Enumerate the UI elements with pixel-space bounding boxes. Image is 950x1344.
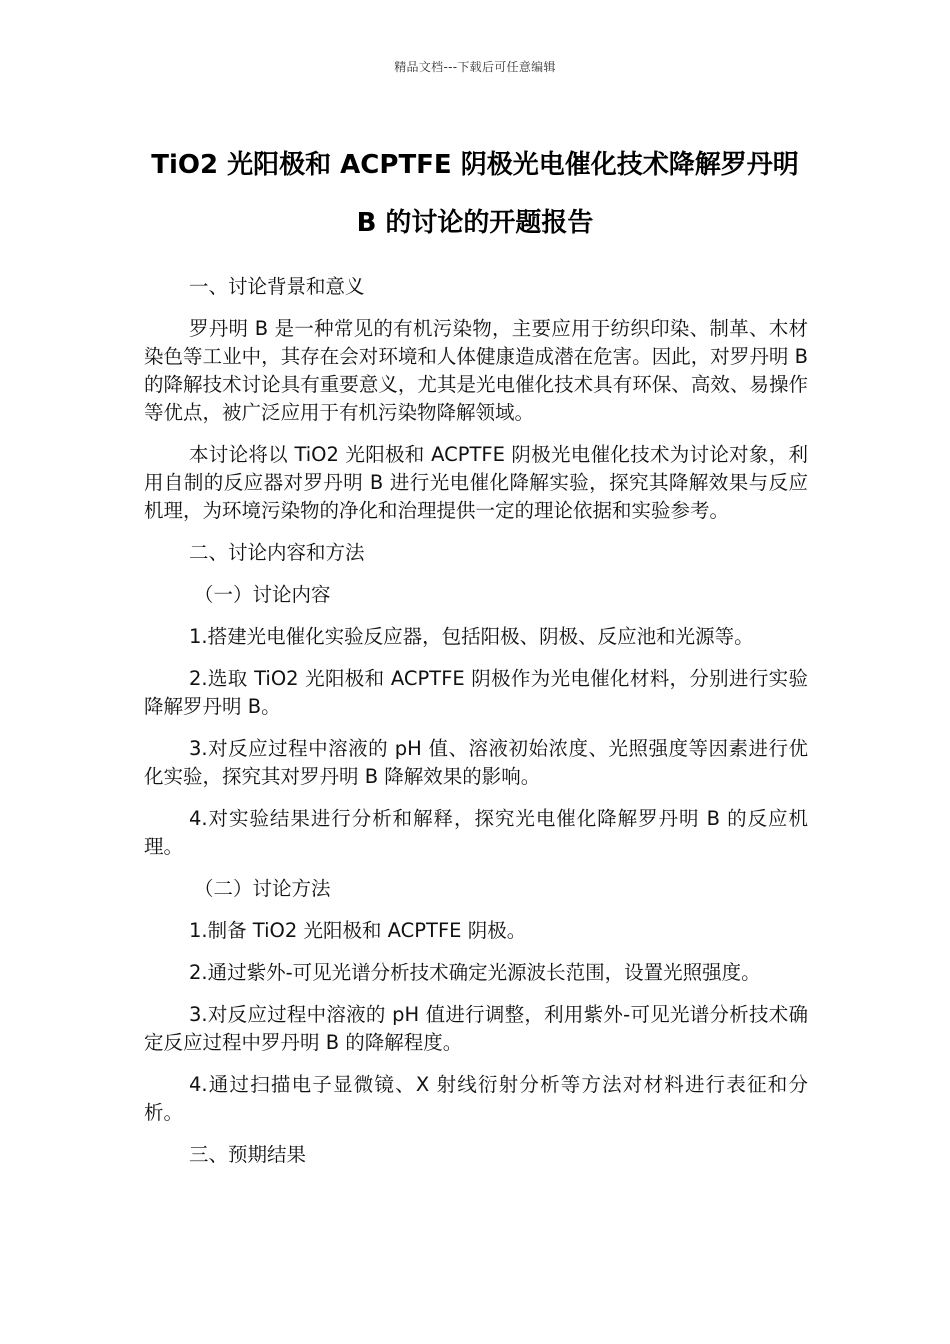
method-item-1: 1.制备 TiO2 光阳极和 ACPTFE 阴极。 — [189, 919, 527, 942]
subsection-heading-content: （一）讨论内容 — [194, 583, 331, 606]
method-item-3: 3.对反应过程中溶液的 pH 值进行调整，利用紫外-可见光谱分析技术确定反应过程中罗丹明 B 的降解程度。 — [144, 1003, 808, 1054]
section-heading-content-method: 二、讨论内容和方法 — [189, 541, 365, 564]
content-item-1: 1.搭建光电催化实验反应器，包括阳极、阴极、反应池和光源等。 — [189, 625, 754, 648]
content-item-3: 3.对反应过程中溶液的 pH 值、溶液初始浓度、光照强度等因素进行优化实验，探究其对罗丹明 B 降解效果的影响。 — [144, 737, 808, 788]
method-item-4: 4.通过扫描电子显微镜、X 射线衍射分析等方法对材料进行表征和分析。 — [144, 1073, 808, 1124]
section-heading-background: 一、讨论背景和意义 — [189, 275, 365, 298]
section-heading-expected-results: 三、预期结果 — [189, 1143, 307, 1166]
document-title: TiO2 光阳极和 ACPTFE 阴极光电催化技术降解罗丹明 B 的讨论的开题报告 — [151, 150, 799, 238]
content-item-2: 2.选取 TiO2 光阳极和 ACPTFE 阴极作为光电催化材料，分别进行实验降解罗丹明 B。 — [144, 667, 808, 718]
header-note: 精品文档---下载后可任意编辑 — [394, 60, 556, 74]
paragraph-research-object: 本讨论将以 TiO2 光阳极和 ACPTFE 阴极光电催化技术为讨论对象，利用自制的反应器对罗丹明 B 进行光电催化降解实验，探究其降解效果与反应机理，为环境污染物的净化和治理提供一定的理论依据和实验参考。 — [144, 443, 808, 522]
subsection-heading-method: （二）讨论方法 — [194, 877, 331, 900]
paragraph-background: 罗丹明 B 是一种常见的有机污染物，主要应用于纺织印染、制革、木材染色等工业中，其存在会对环境和人体健康造成潜在危害。因此，对罗丹明 B 的降解技术讨论具有重要意义，尤其是光电催化技术具有环保、高效、易操作等优点，被广泛应用于有机污染物降解领域。 — [144, 317, 808, 424]
method-item-2: 2.通过紫外-可见光谱分析技术确定光源波长范围，设置光照强度。 — [189, 961, 761, 984]
document-body — [144, 273, 808, 1183]
content-item-4: 4.对实验结果进行分析和解释，探究光电催化降解罗丹明 B 的反应机理。 — [144, 807, 808, 858]
